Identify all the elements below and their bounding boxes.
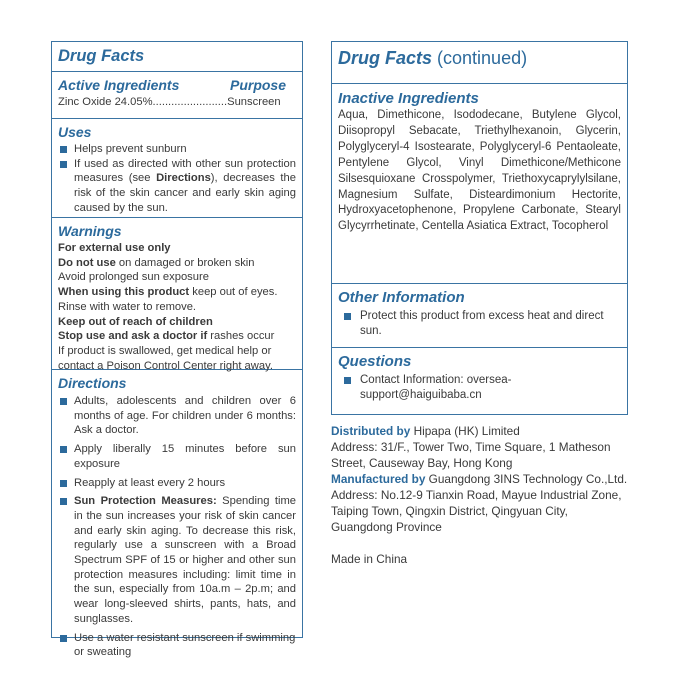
square-bullet-icon <box>60 161 67 168</box>
square-bullet-icon <box>60 498 67 505</box>
active-ingredients-heading: Active Ingredients <box>58 77 180 93</box>
warning-avoid-exposure: Avoid prolonged sun exposure <box>58 271 209 284</box>
uses-heading: Uses <box>58 124 92 140</box>
warnings-heading: Warnings <box>58 223 122 239</box>
square-bullet-icon <box>60 398 67 405</box>
list-item: Use a water resistant sunscreen if swimming or sweating <box>58 631 296 660</box>
square-bullet-icon <box>60 480 67 487</box>
list-item: Protect this product from excess heat and direct sun. <box>338 309 621 338</box>
warning-stop-use: Stop use and ask a doctor if rashes occur <box>58 330 275 343</box>
warning-do-not-use: Do not use on damaged or broken skin <box>58 256 255 269</box>
list-item <box>338 373 621 402</box>
continued-label: (continued) <box>432 48 528 68</box>
warning-keep-out-of-reach: Keep out of reach of children <box>58 315 213 328</box>
list-item: Adults, adolescents and children over 6 months of age. For children under 6 months: Ask a doctor. <box>58 394 296 438</box>
distributor-address: Address: 31/F., Tower Two, Time Square, 1 Matheson Street, Causeway Bay, Hong Kong <box>331 440 611 470</box>
distributor: Distributed by Hipapa (HK) Limited <box>331 424 520 438</box>
company-info <box>331 423 631 567</box>
list-item: Sun Protection Measures: Spending time in the sun increases your risk of skin cancer and early skin aging. To decrease this risk, regularly use a sunscreen with a Broad Spectrum SPF of 15 or higher and other sun protection measures including: limit time in the sun, especially from 10a.m – 2p.m; and wear long-sleeved shirts, pants, hats, and sunglasses. <box>58 494 296 626</box>
active-ingredient-purpose: Sunscreen <box>227 96 281 108</box>
warning-swallowed: If product is swallowed, get medical help or contact a Poison Control Center right away. <box>58 344 273 372</box>
made-in: Made in China <box>331 552 408 566</box>
warnings-section <box>52 217 302 372</box>
inactive-ingredients-section <box>332 83 627 283</box>
list-item: Helps prevent sunburn <box>58 142 296 157</box>
manufacturer: Manufactured by Guangdong 3INS Technology Co.,Ltd. <box>331 472 628 486</box>
list-item: Reapply at least every 2 hours <box>58 476 296 491</box>
square-bullet-icon <box>344 377 351 384</box>
drug-facts-panel-left <box>51 41 303 659</box>
warning-when-using: When using this product keep out of eyes. <box>58 286 278 299</box>
purpose-heading: Purpose <box>229 77 286 93</box>
manufacturer-address: Address: No.12-9 Tianxin Road, Mayue Industrial Zone, Taiping Town, Qingxin District, Qingyuan City, Guangdong Province <box>331 488 622 534</box>
list-item: Apply liberally 15 minutes before sun exposure <box>58 442 296 471</box>
other-information-heading: Other Information <box>338 289 465 306</box>
directions-section <box>52 369 302 660</box>
active-ingredients-section <box>52 71 302 118</box>
questions-section <box>332 347 627 402</box>
drug-facts-continued-header <box>332 42 627 83</box>
questions-heading: Questions <box>338 353 412 370</box>
warning-rinse: Rinse with water to remove. <box>58 300 197 313</box>
drug-facts-panel-right <box>331 41 628 415</box>
other-information-section <box>332 283 627 347</box>
list-item: If used as directed with other sun protection measures (see Directions), decreases the risk of the skin cancer and early skin aging caused by the sun. <box>58 157 296 216</box>
contact-information: Contact Information: oversea-support@haiguibaba.cn <box>360 374 512 401</box>
square-bullet-icon <box>60 635 67 642</box>
drug-facts-title: Drug Facts <box>338 48 433 68</box>
drug-facts-title: Drug Facts <box>58 47 145 65</box>
square-bullet-icon <box>344 313 351 320</box>
inactive-ingredients-list: Aqua, Dimethicone, Isododecane, Butylene Glycol, Diisopropyl Sebacate, Triethylhexanoin, Glycerin, Polyglyceryl-4 Isostearate, Polyglyceryl-6 Pentaoleate, Pentylene Glycol, Vinyl Dimethicone/Methicone Silsesquioxane Crosspolymer, Triethoxycaprylylsilane, Magnesium Sulfate, Disteardimonium Hectorite, Hydroxyacetophenone, Propylene Carbonate, Stearyl Glycyrrhetinate, Centella Asiatica Extract, Tocopherol <box>338 109 621 233</box>
active-ingredient-zinc-oxide: Zinc Oxide 24.05%........................ <box>58 96 228 108</box>
square-bullet-icon <box>60 446 67 453</box>
warning-external-use: For external use only <box>58 242 171 254</box>
directions-heading: Directions <box>58 375 127 391</box>
uses-section <box>52 118 302 217</box>
inactive-ingredients-heading: Inactive Ingredients <box>338 90 479 107</box>
square-bullet-icon <box>60 146 67 153</box>
drug-facts-header <box>52 42 302 71</box>
